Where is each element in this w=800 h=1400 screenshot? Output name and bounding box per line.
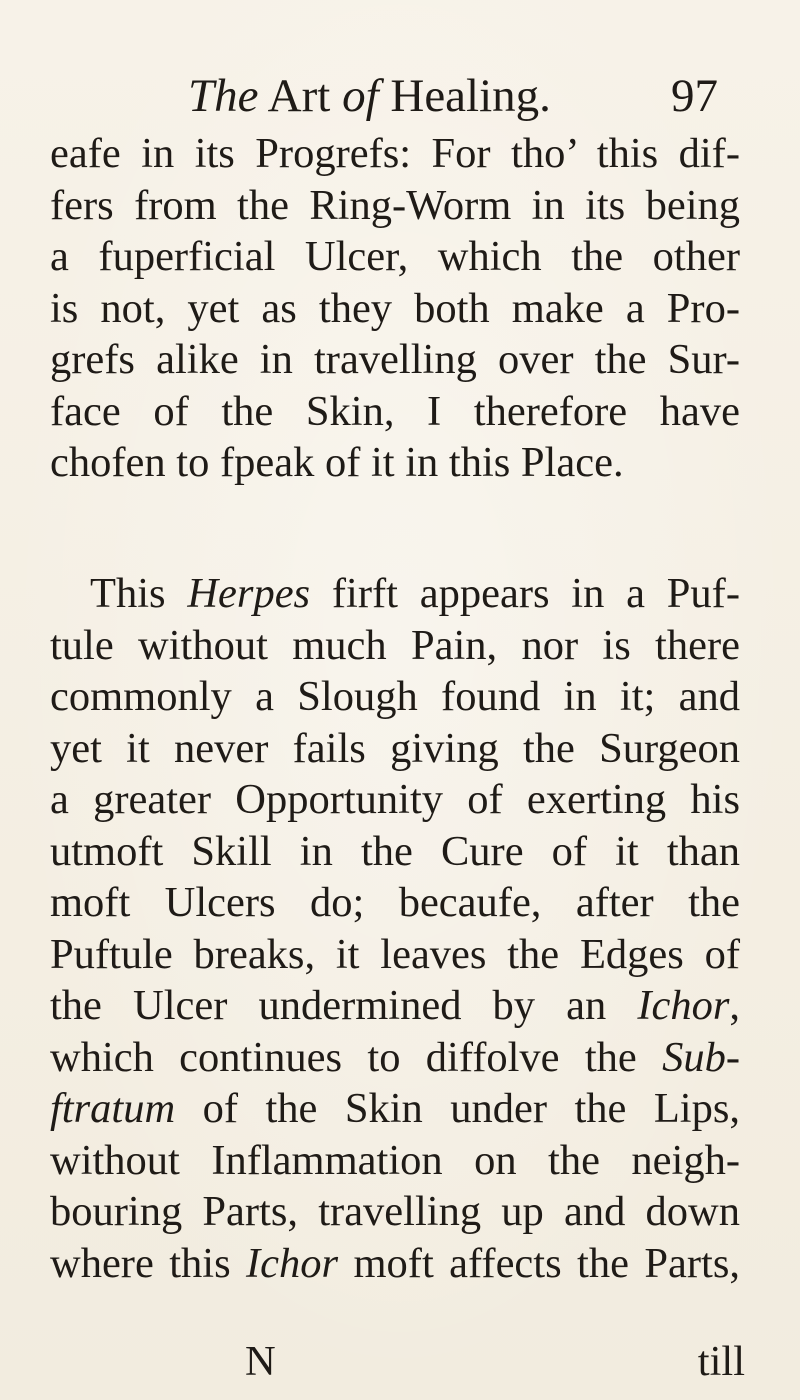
text-line bbox=[50, 980, 740, 1032]
text-line: tule without much Pain, nor is there bbox=[50, 621, 740, 669]
page-footer bbox=[245, 1336, 745, 1388]
catchword: till bbox=[697, 1338, 745, 1385]
running-title-art: Art bbox=[258, 70, 343, 122]
text-line bbox=[50, 568, 740, 620]
text-run: where this bbox=[50, 1239, 247, 1287]
text-line: moft Ulcers do; becaufe, after the bbox=[50, 879, 740, 926]
text-line: a fuperficial Ulcer, which the other bbox=[50, 233, 740, 280]
italic-term-stratum: ftratum bbox=[50, 1085, 176, 1132]
page-number: 97 bbox=[671, 70, 718, 122]
text-line: fers from the Ring-Worm in its being bbox=[50, 181, 740, 229]
running-title-of: of bbox=[342, 70, 379, 122]
page-header bbox=[188, 66, 718, 126]
running-title bbox=[188, 66, 551, 126]
text-run: firft appears in a Puf- bbox=[310, 570, 740, 617]
running-title-the: The bbox=[188, 70, 259, 122]
text-run: , bbox=[729, 982, 740, 1029]
italic-term-herpes: Herpes bbox=[187, 570, 311, 617]
text-run: moft affects the Parts, bbox=[338, 1239, 740, 1287]
text-run: the Ulcer undermined by an bbox=[50, 982, 638, 1029]
text-line: a greater Opportunity of exerting his bbox=[50, 776, 740, 823]
text-line: commonly a Slough found in it; and bbox=[50, 673, 740, 720]
text-line: is not, yet as they both make a Pro- bbox=[50, 284, 740, 332]
text-line bbox=[50, 1032, 740, 1084]
text-run: This bbox=[90, 570, 188, 617]
italic-term-ichor: Ichor bbox=[246, 1239, 339, 1287]
text-line: bouring Parts, travelling up and down bbox=[50, 1188, 740, 1235]
text-line: Puftule breaks, it leaves the Edges of bbox=[50, 930, 740, 978]
paragraph-1 bbox=[50, 128, 740, 489]
text-line: face of the Skin, I therefore have bbox=[50, 387, 740, 435]
text-line bbox=[50, 1083, 740, 1135]
text-line bbox=[50, 1238, 740, 1290]
italic-term-sub: Sub- bbox=[662, 1033, 740, 1081]
text-line: grefs alike in travelling over the Sur- bbox=[50, 336, 740, 383]
running-title-healing: Healing. bbox=[378, 70, 551, 122]
text-line: eafe in its Progrefs: For tho’ this dif- bbox=[50, 130, 740, 177]
paragraph-2 bbox=[50, 568, 740, 1289]
text-line: without Inflammation on the neigh- bbox=[50, 1136, 740, 1184]
signature-mark: N bbox=[245, 1338, 276, 1385]
italic-term-ichor: Ichor bbox=[637, 982, 730, 1029]
text-line: utmoft Skill in the Cure of it than bbox=[50, 827, 740, 875]
text-line: yet it never fails giving the Surgeon bbox=[50, 724, 740, 772]
text-run: which continues to diffolve the bbox=[50, 1033, 663, 1081]
text-run: of the Skin under the Lips, bbox=[175, 1085, 740, 1132]
text-line: chofen to fpeak of it in this Place. bbox=[50, 439, 624, 486]
